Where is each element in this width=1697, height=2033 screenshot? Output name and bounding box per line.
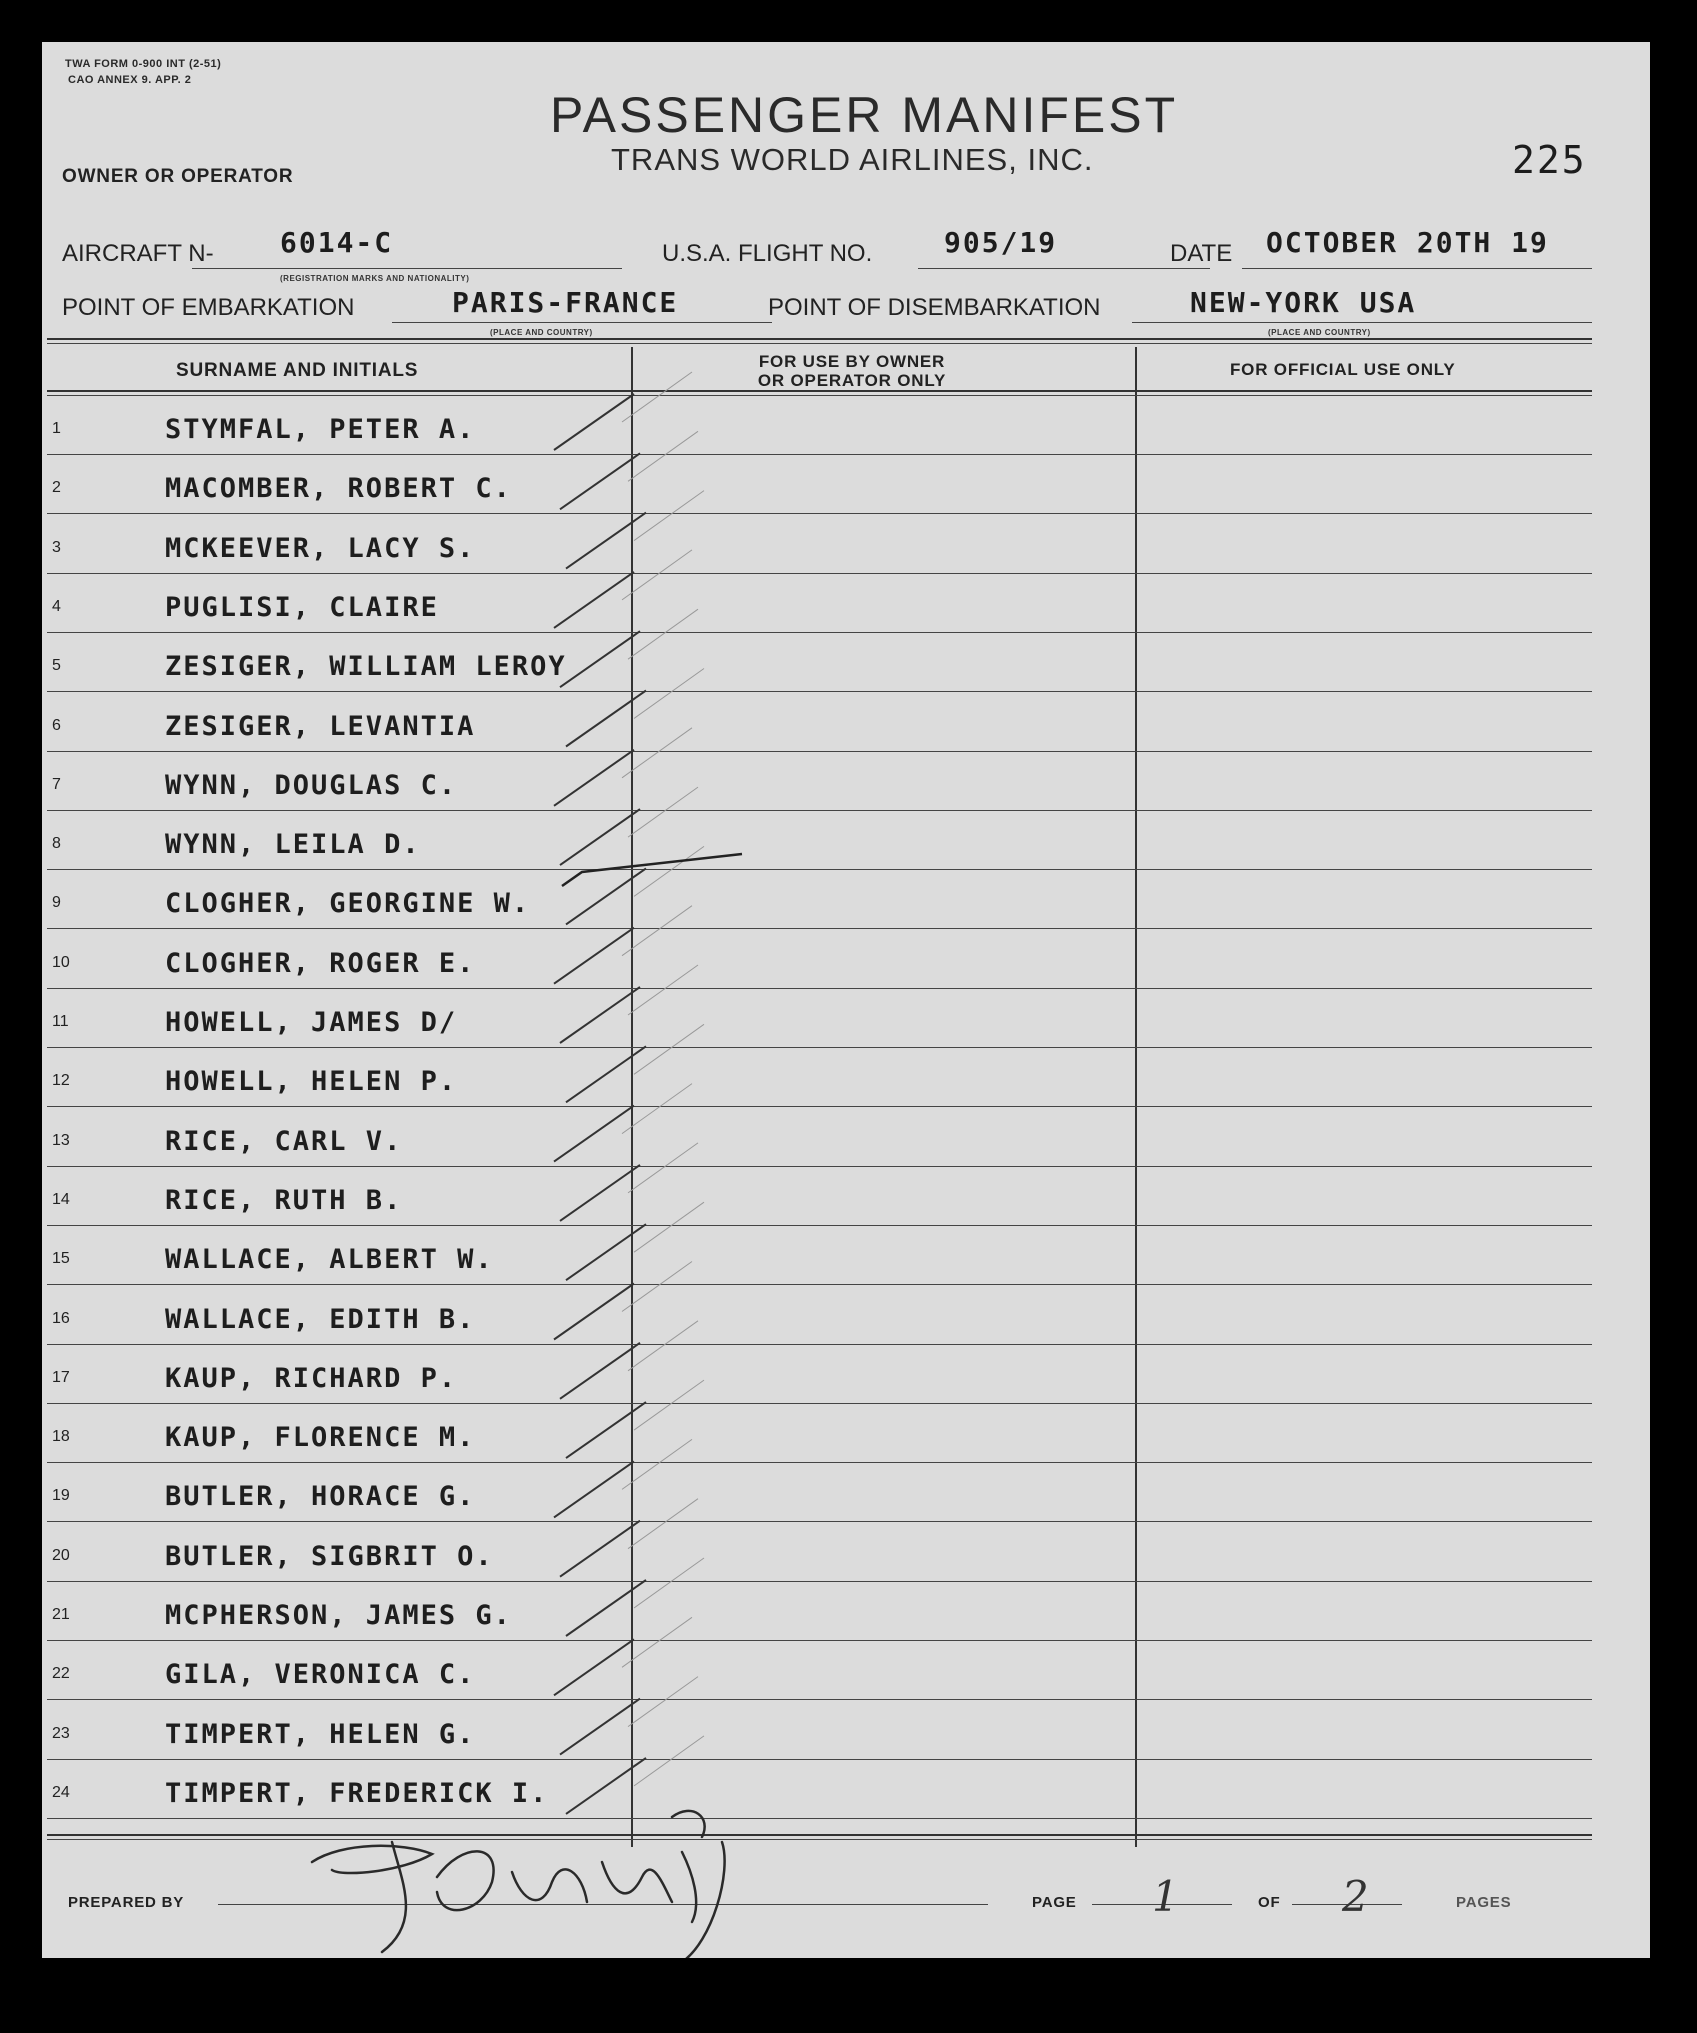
of-label: OF [1258,1894,1281,1911]
passenger-name: KAUP, RICHARD P. [165,1362,458,1394]
column-header-official: FOR OFFICIAL USE ONLY [1230,360,1456,379]
owner-or-operator-label: OWNER OR OPERATOR [62,166,294,187]
row-number: 4 [52,597,61,615]
flight-date: OCTOBER 20TH 19 [1266,226,1549,259]
row-number: 1 [52,420,61,437]
column-header-name: SURNAME AND INITIALS [176,360,419,381]
faint-check-mark [628,609,698,659]
row-number: 22 [52,1665,70,1683]
page-stamp-number: 225 [1512,138,1587,182]
faint-check-mark [634,1558,704,1608]
row-number: 9 [52,894,61,912]
faint-check-mark [634,1380,704,1430]
faint-check-mark [622,728,692,778]
row-number: 6 [52,716,61,734]
faint-check-mark [622,1439,692,1489]
page-label: PAGE [1032,1894,1077,1911]
passenger-name: BUTLER, HORACE G. [165,1481,476,1513]
row-number: 19 [52,1487,70,1505]
faint-check-mark [622,550,692,600]
row-number: 17 [52,1368,70,1386]
faint-check-mark [628,1677,698,1727]
airline-name: TRANS WORLD AIRLINES, INC. [611,142,1094,177]
embark-caption: (PLACE AND COUNTRY) [490,328,593,337]
disembarkation-point: NEW-YORK USA [1190,286,1417,319]
passenger-name: TIMPERT, FREDERICK I. [165,1777,549,1809]
cao-annex: CAO ANNEX 9. APP. 2 [68,74,192,86]
form-number: TWA FORM 0-900 INT (2-51) [65,58,222,70]
passenger-name: HOWELL, JAMES D/ [165,1007,458,1038]
passenger-name: KAUP, FLORENCE M. [165,1422,476,1454]
flight-label: U.S.A. FLIGHT NO. [662,240,873,267]
row-number: 21 [52,1606,70,1623]
disembarkation-label: POINT OF DISEMBARKATION [768,294,1101,321]
faint-check-mark [634,846,704,896]
row-number: 14 [52,1190,70,1208]
passenger-name: BUTLER, SIGBRIT O. [165,1540,494,1572]
passenger-name: WALLACE, ALBERT W. [165,1244,494,1276]
faint-check-mark [634,669,704,719]
date-label: DATE [1170,240,1233,267]
passenger-name: PUGLISI, CLAIRE [165,591,439,623]
faint-check-mark [634,1736,704,1786]
manifest-sheet [42,42,1650,1958]
row-number: 11 [52,1013,69,1030]
prepared-by-label: PREPARED BY [68,1894,185,1911]
row-number: 8 [52,835,61,853]
row-number: 3 [52,538,61,556]
passenger-name: RICE, CARL V. [165,1125,403,1157]
embarkation-label: POINT OF EMBARKATION [62,294,355,321]
passenger-name: MCPHERSON, JAMES G. [165,1600,512,1631]
row-number: 24 [52,1783,70,1801]
row-number: 13 [52,1131,70,1149]
passenger-name: CLOGHER, GEORGINE W. [165,888,531,920]
faint-check-mark [634,1024,704,1074]
faint-check-mark [622,1262,692,1312]
document-title: PASSENGER MANIFEST [550,87,1179,143]
faint-check-mark [622,372,692,422]
faint-check-mark [628,431,698,481]
row-number: 15 [52,1250,70,1268]
embarkation-point: PARIS-FRANCE [452,286,679,319]
passenger-name: CLOGHER, ROGER E. [165,947,476,979]
passenger-name: MCKEEVER, LACY S. [165,532,476,564]
flight-number: 905/19 [944,226,1058,259]
faint-check-mark [628,787,698,837]
faint-check-mark [628,965,698,1015]
row-number: 10 [52,953,70,971]
faint-check-mark [622,906,692,956]
passenger-name: ZESIGER, LEVANTIA [165,710,476,742]
passenger-name: MACOMBER, ROBERT C. [165,473,512,505]
row-number: 18 [52,1428,70,1446]
handwritten-marks [42,42,1650,1958]
column-header-owner: FOR USE BY OWNER OR OPERATOR ONLY [757,352,947,390]
page-total: 2 [1342,1872,1369,1921]
row-number: 7 [52,775,61,793]
page-number: 1 [1152,1872,1179,1921]
passenger-name: HOWELL, HELEN P. [165,1066,458,1098]
row-number: 12 [52,1072,70,1090]
passenger-name: RICE, RUTH B. [165,1184,403,1216]
faint-check-mark [622,1084,692,1134]
aircraft-label: AIRCRAFT N- [62,240,214,267]
passenger-name: TIMPERT, HELEN G. [165,1718,476,1750]
row-number: 20 [52,1546,70,1564]
passenger-name: STYMFAL, PETER A. [165,414,476,445]
faint-check-mark [622,1617,692,1667]
pages-label: PAGES [1456,1894,1512,1911]
faint-check-mark [628,1499,698,1549]
row-number: 5 [52,657,61,675]
faint-check-mark [628,1321,698,1371]
faint-check-mark [634,1202,704,1252]
signature-scribble [312,1811,725,1958]
row-number: 23 [52,1724,70,1742]
passenger-name: WYNN, LEILA D. [165,829,421,861]
disembark-caption: (PLACE AND COUNTRY) [1268,328,1371,337]
aircraft-registration: 6014-C [280,226,394,259]
passenger-name: GILA, VERONICA C. [165,1659,476,1691]
passenger-name: ZESIGER, WILLIAM LEROY [165,651,567,683]
passenger-name: WYNN, DOUGLAS C. [165,769,458,801]
faint-check-mark [628,1143,698,1193]
faint-check-mark [634,491,704,541]
passenger-name: WALLACE, EDITH B. [165,1303,476,1335]
row-number: 2 [52,479,61,497]
registration-caption: (REGISTRATION MARKS AND NATIONALITY) [280,274,470,283]
row-number: 16 [52,1309,70,1327]
